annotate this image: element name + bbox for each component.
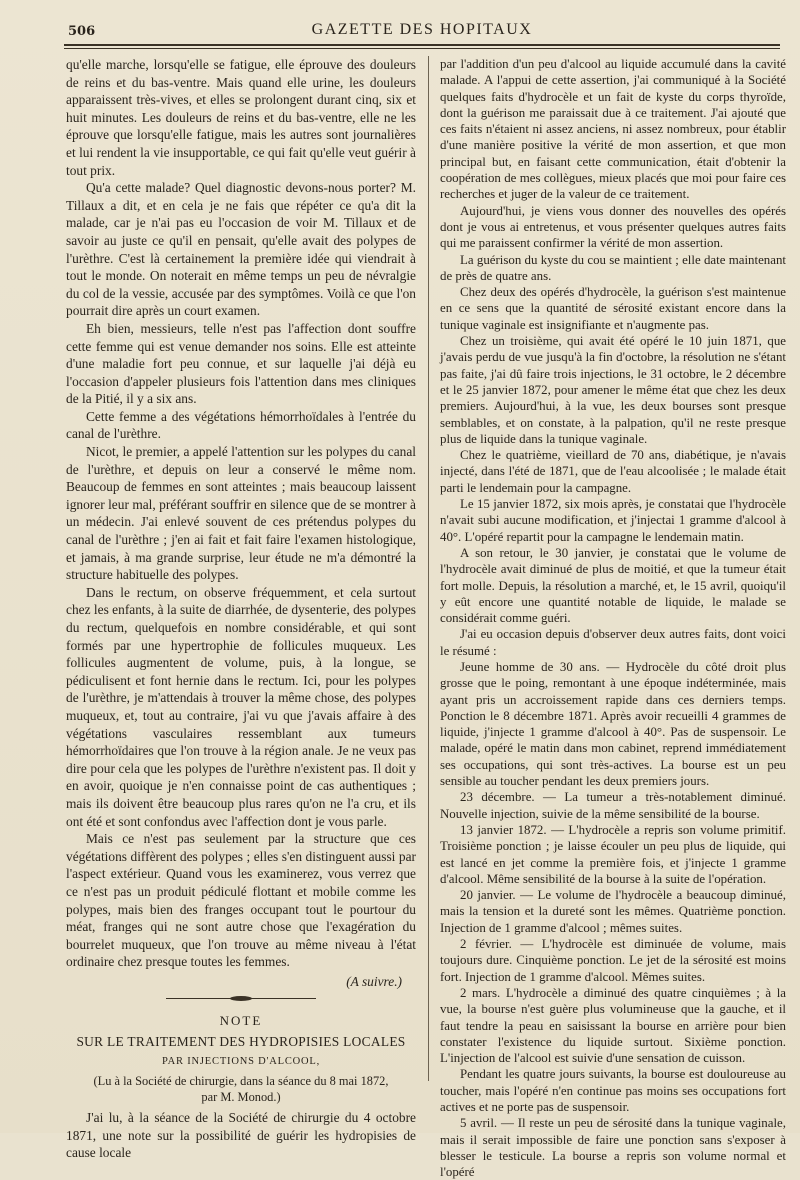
right-paragraph: Chez un troisième, qui avait été opéré le 10 juin 1871, que j'avais perdu de vue jusqu'à la fin d'octobre, la résolution ne s'étant pas faite, j'ai dû faire trois injections, le 31 octobre, le 2 décembre et le 25 janvier 1872, pour amener le même état que chez les deux premiers. Aujourd'hui, à la vue, les deux bourses sont presque semblables, et on constate, à la palpation, qu'il ne reste presque plus de liquide dans la tunique vaginale. bbox=[440, 334, 786, 446]
right-paragraph: A son retour, le 30 janvier, je constatai que le volume de l'hydrocèle avait diminué de plus de moitié, et que la tumeur était fort molle. Depuis, la résolution a marché, et, le 15 avril, quoiqu'il y eût encore une quantité notable de liquide, le malade se considérait comme guéri. bbox=[440, 545, 786, 626]
left-paragraph: Eh bien, messieurs, telle n'est pas l'affection dont souffre cette femme qui est venue demander nos soins. Elle est atteinte d'une maladie fort peu connue, et sur laquelle j'ai déjà eu l'occasion d'appeler plusieurs fois l'attention dans mes cliniques de la Pitié, il y a six ans. bbox=[66, 320, 416, 407]
right-paragraph: Pendant les quatre jours suivants, la bourse est douloureuse au toucher, mais l'opéré n'en continue pas moins ses occupations fort actives et ne porte pas de suspensoir. bbox=[440, 1067, 786, 1114]
column-divider bbox=[428, 56, 429, 1081]
section-separator-ornament bbox=[166, 996, 316, 1002]
note-title: SUR LE TRAITEMENT DES HYDROPISIES LOCALES bbox=[76, 1034, 406, 1050]
page-number: 506 bbox=[68, 24, 96, 39]
note-meta-line1: (Lu à la Société de chirurgie, dans la séance du 8 mai 1872, bbox=[93, 1074, 389, 1089]
left-paragraph: Dans le rectum, on observe fréquemment, et cela surtout chez les enfants, à la suite de diarrhée, de dysenterie, des polypes du rectum, quelquefois en nombre considérable, et qui sont formés par une hypertrophie de follicules muqueux. Les follicules augmentent de volume, puis, à la longue, se pédiculisent et font hernie dans le rectum. Ici, pour les polypes de l'urèthre, je m'attendais à trouver la même chose, des polypes muqueux, et, tout au contraire, j'ai vu que j'avais affaire à des végétations vasculaires ressemblant aux tumeurs hémorrhoïdaires que l'on trouve à la région anale. Je ne veux pas dire pour cela que les polypes de l'urèthre n'existent pas. Il doit y en avoir, quoique je n'en connaisse point de cas authentiques ; mais ils doivent être beaucoup plus rares qu'on ne l'a cru, et ils ont été et sont confondus avec l'affection dont je vous parle. bbox=[66, 584, 416, 829]
right-paragraph: 20 janvier. — Le volume de l'hydrocèle a beaucoup diminué, mais la tension et la dureté sont les mêmes. Quatrième ponction. Injection de 1 gramme d'alcool ; mêmes suites. bbox=[440, 888, 786, 935]
left-paragraph: qu'elle marche, lorsqu'elle se fatigue, elle éprouve des douleurs de reins et du bas-ventre. Mais quand elle urine, les douleurs apparaissent très-vives, et elles se prolongent durant cinq, six et huit minutes. Les douleurs de reins et du bas-ventre, elle ne les éprouve que lorsqu'elle fatigue, mais les autres sont journalières et lui rendent la vie insupportable, ce qui fait qu'elle veut guérir à tout prix. bbox=[66, 57, 416, 178]
right-paragraph: J'ai eu occasion depuis d'observer deux autres faits, dont voici le résumé : bbox=[440, 627, 786, 658]
journal-title: GAZETTE DES HOPITAUX bbox=[311, 21, 533, 38]
right-paragraph: par l'addition d'un peu d'alcool au liquide accumulé dans la cavité malade. A l'appui de cette assertion, j'ai communiqué à la Société quelques faits d'hydrocèle et un fait de kyste du corps thyroïde, dont la guérison me paraissait due à ce traitement. J'ai ajouté que ces faits n'étaient ni assez anciens, ni assez nombreux, pour établir d'une manière positive la vérité de mon assertion, et que mon principal but, en faisant cette communication, était d'obtenir la coopération de mes collègues, mieux placés que moi pour faire ces recherches et juger de la valeur de ce traitement. bbox=[440, 57, 786, 202]
right-paragraph: La guérison du kyste du cou se maintient ; elle date maintenant de près de quatre ans. bbox=[440, 252, 786, 283]
right-column bbox=[440, 56, 786, 1180]
left-column bbox=[66, 56, 416, 1162]
left-paragraph: Qu'a cette malade? Quel diagnostic devons-nous porter? M. Tillaux a dit, et en cela je ne fais que répéter ce qu'a dit la malade, car je n'ai pas eu l'occasion de voir M. Tillaux et de savoir au juste ce qu'il en pensait, qu'elle avait des polypes de l'urèthre. C'est là certainement la première idée qui viendrait à tout le monde. On noterait en même temps un peu de névralgie du col de la vessie, accusée par des symptômes. Voilà ce que l'on pourrait dire après un court examen. bbox=[66, 180, 416, 319]
note-subtitle: PAR INJECTIONS D'ALCOOL, bbox=[161, 1055, 321, 1067]
right-paragraph: 5 avril. — Il reste un peu de sérosité dans la tunique vaginale, mais il serait impossible de faire une ponction sans s'exposer à blesser le testicule. La bourse a repris son volume normal et l'opéré bbox=[440, 1116, 786, 1180]
right-paragraph: Chez le quatrième, vieillard de 70 ans, diabétique, je n'avais injecté, dans l'été de 1871, que de l'eau alcoolisée ; le malade était parti le lendemain pour la campagne. bbox=[440, 448, 786, 495]
to-be-continued: (A suivre.) bbox=[346, 973, 402, 989]
note-paragraph: J'ai lu, à la séance de la Société de chirurgie du 4 octobre 1871, une note sur la possibilité de guérir les hydropisies de cause locale bbox=[66, 1110, 416, 1161]
left-paragraph: Mais ce n'est pas seulement par la structure que ces végétations diffèrent des polypes ; elles s'en distinguent aussi par l'aspect extérieur. Quand vous les examinerez, vous verrez que ce n'est pas un produit pédiculé flottant et mobile comme les polypes, mais bien des franges occupant tout le pourtour du méat, franges qui ne sont autre chose que l'exagération du bourrelet muqueux, que l'on trouve au même niveau à l'état ordinaire chez presque toutes les femmes. bbox=[66, 831, 416, 970]
left-paragraph: Nicot, le premier, a appelé l'attention sur les polypes du canal de l'urèthre, et depuis on leur a conservé le même nom. Beaucoup de femmes en sont atteintes ; mais beaucoup laissent ignorer leur mal, préférant souffrir en silence que de se montrer à un médecin. J'ai enlevé souvent de ces prétendus polypes du canal de l'urèthre ; j'en ai fait et fait faire l'examen histologique, et jamais, à ma grande surprise, leur étude ne m'a démontré la structure habituelle des polypes. bbox=[66, 444, 416, 583]
note-meta bbox=[66, 1073, 416, 1105]
note-heading: NOTE bbox=[219, 1013, 263, 1029]
right-paragraph: 13 janvier 1872. — L'hydrocèle a repris son volume primitif. Troisième ponction ; je laisse écouler un peu plus de liquide, qui est lancé en jet comme la première fois, et j'injecte 1 gramme d'alcool. Même sensibilité de la bourse à la suite de l'opération. bbox=[440, 822, 786, 886]
right-paragraph: 2 mars. L'hydrocèle a diminué des quatre cinquièmes ; à la vue, la bourse n'est guère plus volumineuse que la gauche, et il faut tendre la peau en saisissant la bourse en arrière pour bien constater l'existence du liquide surtout. Sixième ponction. L'injection de l'alcool est suivie d'une sensation de cuisson. bbox=[440, 985, 786, 1066]
left-paragraph: Cette femme a des végétations hémorrhoïdales à l'entrée du canal de l'urèthre. bbox=[66, 408, 416, 442]
right-paragraph: Chez deux des opérés d'hydrocèle, la guérison s'est maintenue en ce sens que la quantité de sérosité existant encore dans la tunique vaginale est insignifiante et n'augmente pas. bbox=[440, 285, 786, 332]
header-rule-thick bbox=[64, 44, 780, 46]
note-meta-line2: par M. Monod.) bbox=[201, 1090, 281, 1105]
right-paragraph: 23 décembre. — La tumeur a très-notablement diminué. Nouvelle injection, suivie de la même sensibilité de la bourse. bbox=[440, 790, 786, 821]
right-paragraph: Jeune homme de 30 ans. — Hydrocèle du côté droit plus grosse que le poing, remontant à une époque indéterminée, mais ayant pris un accroissement rapide dans ces derniers temps. Ponction le 8 décembre 1871. Après avoir recueilli 4 grammes de liquide, j'injecte 1 gramme d'alcool à 40°. Pas de suspensoir. Le malade, opéré le matin dans mon cabinet, reprend immédiatement ses occupations, qui sont très-actives. La bourse est un peu sensible au toucher pendant les deux premiers jours. bbox=[440, 659, 786, 789]
right-paragraph: Aujourd'hui, je viens vous donner des nouvelles des opérés dont je vous ai entretenus, et vous présenter quelques autres faits qui me paraissent confirmer la vérité de mon assertion. bbox=[440, 203, 786, 251]
header-rule-thin bbox=[64, 48, 780, 49]
right-paragraph: Le 15 janvier 1872, six mois après, je constatai que l'hydrocèle n'avait subi aucune modification, et j'injectai 1 gramme d'alcool à 40°. L'opéré repartit pour la campagne le lendemain matin. bbox=[440, 497, 786, 544]
right-paragraph: 2 février. — L'hydrocèle est diminuée de volume, mais toujours dure. Cinquième ponction. Le jet de la sérosité est moins fort. Injection de 1 gramme d'alcool. Mêmes suites. bbox=[440, 937, 786, 984]
